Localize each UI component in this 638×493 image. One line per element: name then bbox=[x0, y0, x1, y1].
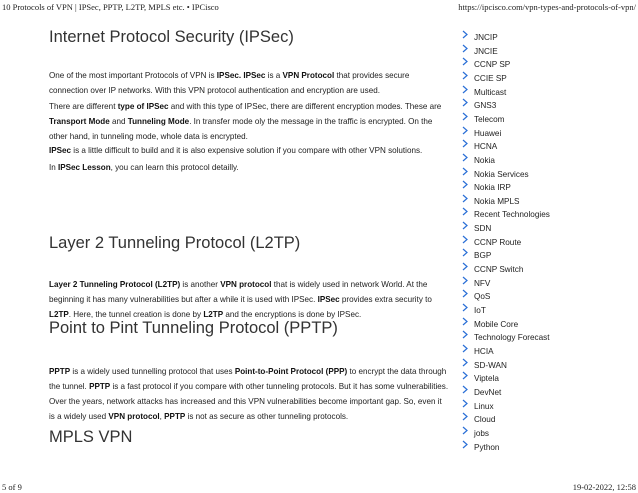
chevron-right-icon bbox=[462, 57, 468, 67]
chevron-right-icon bbox=[462, 276, 468, 286]
sidebar-link-sd-wan[interactable] bbox=[462, 358, 507, 372]
sidebar-link-python[interactable] bbox=[462, 440, 500, 454]
sidebar-link-nokia-services[interactable] bbox=[462, 167, 529, 181]
sidebar-link-label: CCIE SP bbox=[474, 73, 507, 83]
sidebar-link-bgp[interactable] bbox=[462, 248, 491, 262]
chevron-right-icon bbox=[462, 85, 468, 95]
sidebar-link-label: Mobile Core bbox=[474, 319, 519, 329]
sidebar-link-label: Cloud bbox=[474, 415, 496, 425]
chevron-right-icon bbox=[462, 399, 468, 409]
text-run: In bbox=[49, 163, 58, 172]
sidebar-link-cloud[interactable] bbox=[462, 412, 495, 426]
chevron-right-icon bbox=[462, 126, 468, 136]
text-run: is a fast protocol if you compare with other tunneling protocols. But it has some vulnerabilities. Over the years, network attacks has increased and this VPN vulnerabilities become important gap. So, even it is a widely used bbox=[49, 382, 449, 421]
sidebar-link-hcia[interactable] bbox=[462, 344, 494, 358]
sidebar-link-nokia-mpls[interactable] bbox=[462, 194, 520, 208]
sidebar-link-label: Huawei bbox=[474, 128, 502, 138]
sidebar-link-label: Multicast bbox=[474, 87, 507, 97]
text-run: is a bbox=[265, 71, 283, 80]
text-run: and bbox=[109, 117, 128, 126]
text-run: is a little difficult to build and it is also expensive solution if you compare with other VPN solutions. bbox=[71, 146, 423, 155]
text-run: is not as secure as other tunneling protocols. bbox=[185, 412, 349, 421]
sidebar-link-label: JNCIE bbox=[474, 46, 498, 56]
print-page-title: 10 Protocols of VPN | IPSec, PPTP, L2TP, MPLS etc. • IPCisco bbox=[2, 2, 219, 12]
chevron-right-icon bbox=[462, 440, 468, 450]
sidebar-link-label: SD-WAN bbox=[474, 360, 507, 370]
sidebar-link-hcna[interactable] bbox=[462, 139, 497, 153]
chevron-right-icon bbox=[462, 112, 468, 122]
bold-text: VPN protocol bbox=[108, 412, 160, 421]
chevron-right-icon bbox=[462, 235, 468, 245]
sidebar-link-label: BGP bbox=[474, 251, 492, 261]
print-footer bbox=[0, 480, 638, 493]
text-run: provides extra security to bbox=[339, 295, 432, 304]
sidebar-link-qos[interactable] bbox=[462, 289, 490, 303]
chevron-right-icon bbox=[462, 139, 468, 149]
sidebar-link-telecom[interactable] bbox=[462, 112, 505, 126]
text-run: that provides secure connection over IP networks. With this VPN protocol authentication and encryption are used. bbox=[49, 71, 410, 95]
ipsec-paragraph-3 bbox=[49, 143, 449, 158]
sidebar-link-label: Linux bbox=[474, 401, 494, 411]
chevron-right-icon bbox=[462, 385, 468, 395]
bold-text: VPN protocol bbox=[220, 280, 272, 289]
sidebar-link-label: QoS bbox=[474, 292, 491, 302]
chevron-right-icon bbox=[462, 317, 468, 327]
sidebar-link-label: HCNA bbox=[474, 142, 498, 152]
sidebar-link-multicast[interactable] bbox=[462, 85, 506, 99]
sidebar-link-jobs[interactable] bbox=[462, 426, 489, 440]
text-run: that is widely used in network World. At the beginning it has many vulnerabilities but after a while it is used with IPSec. bbox=[49, 280, 428, 304]
pptp-paragraph-1 bbox=[49, 364, 449, 424]
chevron-right-icon bbox=[462, 180, 468, 190]
bold-text: IPSec bbox=[243, 71, 266, 80]
sidebar-link-ccnp-route[interactable] bbox=[462, 235, 521, 249]
bold-text: IPSec. bbox=[216, 71, 242, 80]
chevron-right-icon bbox=[462, 207, 468, 217]
bold-text: Point-to-Point Protocol (PPP) bbox=[234, 367, 348, 376]
bold-text: IPSec Lesson bbox=[58, 163, 111, 172]
chevron-right-icon bbox=[462, 167, 468, 177]
chevron-right-icon bbox=[462, 303, 468, 313]
sidebar-link-nokia-irp[interactable] bbox=[462, 180, 511, 194]
sidebar-link-label: IoT bbox=[474, 306, 486, 315]
sidebar-link-label: Python bbox=[474, 442, 500, 452]
sidebar-link-label: Nokia Services bbox=[474, 169, 529, 179]
chevron-right-icon bbox=[462, 344, 468, 354]
sidebar-link-jncip[interactable] bbox=[462, 30, 498, 44]
sidebar-link-label: CCNP Route bbox=[474, 237, 522, 247]
sidebar-link-label: Nokia bbox=[474, 155, 495, 165]
sidebar-link-recent-technologies[interactable] bbox=[462, 207, 550, 221]
sidebar-link-sdn[interactable] bbox=[462, 221, 491, 235]
sidebar-link-mobile-core[interactable] bbox=[462, 317, 518, 331]
sidebar-link-technology-forecast[interactable] bbox=[462, 330, 550, 344]
chevron-right-icon bbox=[462, 426, 468, 436]
sidebar-link-gns3[interactable] bbox=[462, 98, 496, 112]
text-run: There are different bbox=[49, 102, 118, 111]
print-datetime: 19-02-2022, 12:58 bbox=[572, 482, 636, 492]
text-run: . In transfer mode oly the message in the traffic is encrypted. On the other hand, in tunneling mode, whole data is encrypted. bbox=[49, 117, 433, 141]
ipsec-paragraph-4 bbox=[49, 160, 449, 175]
bold-text: Tunneling Mode bbox=[127, 117, 190, 126]
sidebar-link-nfv[interactable] bbox=[462, 276, 490, 290]
sidebar-link-label: Recent Technologies bbox=[474, 210, 550, 220]
chevron-right-icon bbox=[462, 371, 468, 381]
bold-text: PPTP bbox=[89, 382, 111, 391]
section-title-mpls: MPLS VPN bbox=[49, 428, 133, 446]
sidebar-link-nokia[interactable] bbox=[462, 153, 495, 167]
ipsec-paragraph-2 bbox=[49, 99, 449, 144]
sidebar-link-label: Viptela bbox=[474, 374, 499, 384]
chevron-right-icon bbox=[462, 98, 468, 108]
bold-text: L2TP bbox=[49, 310, 69, 319]
chevron-right-icon bbox=[462, 330, 468, 340]
text-run: is a widely used tunnelling protocol that uses bbox=[70, 367, 235, 376]
sidebar-link-label: CCNP Switch bbox=[474, 265, 524, 275]
print-page-number: 5 of 9 bbox=[2, 482, 22, 492]
sidebar-link-iot[interactable] bbox=[462, 303, 486, 317]
sidebar-link-ccnp-switch[interactable] bbox=[462, 262, 523, 276]
section-title-l2tp: Layer 2 Tunneling Protocol (L2TP) bbox=[49, 234, 301, 252]
chevron-right-icon bbox=[462, 153, 468, 163]
sidebar-link-label: GNS3 bbox=[474, 101, 497, 111]
chevron-right-icon bbox=[462, 248, 468, 258]
section-title-ipsec: Internet Protocol Security (IPSec) bbox=[49, 28, 294, 46]
bold-text: IPSec bbox=[49, 146, 72, 155]
sidebar-link-huawei[interactable] bbox=[462, 126, 501, 140]
sidebar-link-ccie-sp[interactable] bbox=[462, 71, 507, 85]
sidebar-link-label: CCNP SP bbox=[474, 60, 511, 70]
sidebar-link-label: SDN bbox=[474, 224, 492, 234]
section-title-pptp: Point to Pint Tunneling Protocol (PPTP) bbox=[49, 319, 338, 337]
bold-text: Layer 2 Tunneling Protocol (L2TP) bbox=[49, 280, 181, 289]
chevron-right-icon bbox=[462, 194, 468, 204]
bold-text: Transport Mode bbox=[49, 117, 110, 126]
bold-text: L2TP bbox=[203, 310, 224, 319]
sidebar-link-label: Nokia IRP bbox=[474, 183, 511, 193]
text-run: is another bbox=[180, 280, 221, 289]
sidebar-link-label: jobs bbox=[474, 428, 490, 438]
sidebar-link-label: NFV bbox=[474, 278, 491, 288]
print-url: https://ipcisco.com/vpn-types-and-protocols-of-vpn/ bbox=[458, 2, 636, 12]
chevron-right-icon bbox=[462, 71, 468, 81]
l2tp-paragraph-1 bbox=[49, 277, 449, 322]
sidebar-link-jncie[interactable] bbox=[462, 44, 498, 58]
text-run: One of the most important Protocols of VPN is bbox=[49, 71, 217, 80]
sidebar-link-label: Telecom bbox=[474, 114, 505, 124]
bold-text: PPTP bbox=[49, 367, 71, 376]
text-run: , bbox=[159, 412, 165, 421]
bold-text: PPTP bbox=[164, 412, 186, 421]
text-run: , you can learn this protocol detailly. bbox=[110, 163, 239, 172]
text-run: to encrypt the data through the tunnel. bbox=[49, 367, 447, 391]
ipsec-paragraph-1 bbox=[49, 68, 449, 98]
sidebar-link-linux[interactable] bbox=[462, 399, 494, 413]
text-run: . Here, the tunnel creation is done by bbox=[68, 310, 204, 319]
chevron-right-icon bbox=[462, 262, 468, 272]
text-run: and with this type of IPSec, there are different encryption modes. These are bbox=[168, 102, 442, 111]
chevron-right-icon bbox=[462, 221, 468, 231]
text-run: and the encryptions is done by IPSec. bbox=[223, 310, 362, 319]
bold-text: VPN Protocol bbox=[282, 71, 335, 80]
sidebar-link-label: DevNet bbox=[474, 387, 502, 397]
bold-text: IPSec bbox=[317, 295, 340, 304]
sidebar-link-devnet[interactable] bbox=[462, 385, 501, 399]
chevron-right-icon bbox=[462, 289, 468, 299]
chevron-right-icon bbox=[462, 358, 468, 368]
sidebar-link-label: HCIA bbox=[474, 346, 494, 356]
sidebar-link-label: Technology Forecast bbox=[474, 333, 550, 343]
chevron-right-icon bbox=[462, 30, 468, 40]
print-header bbox=[0, 0, 638, 14]
sidebar-link-ccnp-sp[interactable] bbox=[462, 57, 510, 71]
sidebar-link-label: JNCIP bbox=[474, 33, 498, 42]
chevron-right-icon bbox=[462, 412, 468, 422]
sidebar-link-label: Nokia MPLS bbox=[474, 196, 520, 206]
bold-text: type of IPSec bbox=[117, 102, 169, 111]
chevron-right-icon bbox=[462, 44, 468, 54]
sidebar-link-viptela[interactable] bbox=[462, 371, 499, 385]
